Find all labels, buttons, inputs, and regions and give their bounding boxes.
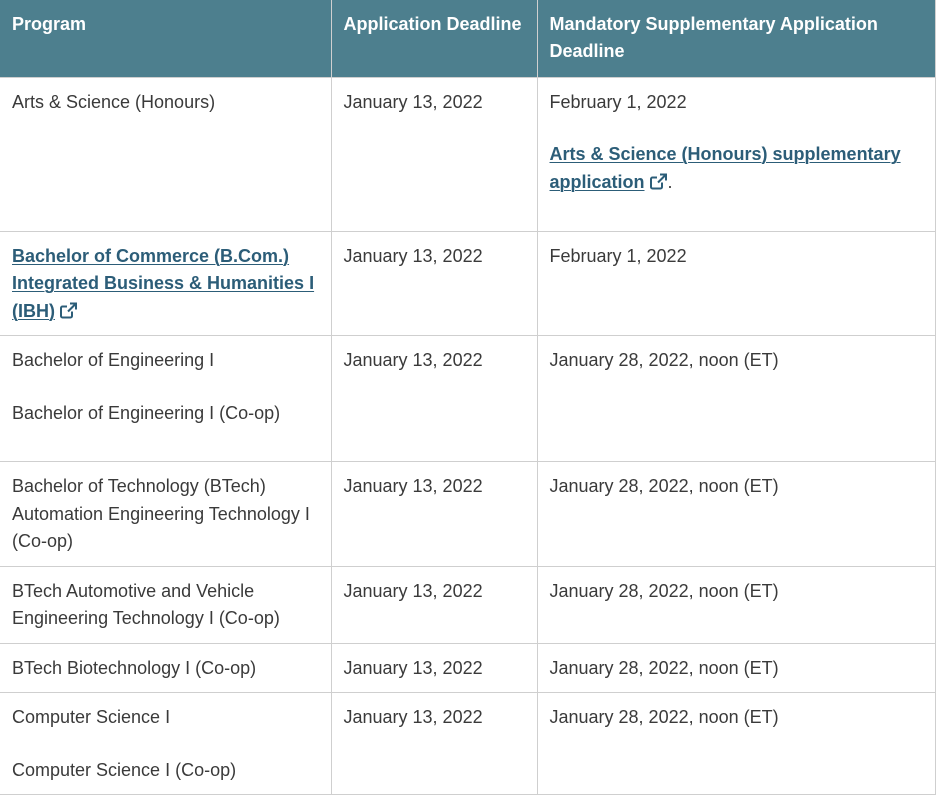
- program-cell: [0, 566, 331, 643]
- supplementary-deadline-cell: January 28, 2022, noon (ET): [537, 462, 935, 567]
- supplementary-deadline-cell: January 28, 2022, noon (ET): [537, 566, 935, 643]
- application-deadline-cell: January 13, 2022: [331, 336, 537, 462]
- program-name: Bachelor of Engineering I (Co-op): [12, 402, 281, 423]
- table-row: [0, 231, 935, 336]
- program-link-bcom-ibh[interactable]: [12, 246, 314, 321]
- program-name: BTech Biotechnology I (Co-op): [12, 657, 257, 678]
- table-row: [0, 77, 935, 231]
- header-application-deadline: Application Deadline: [331, 0, 537, 77]
- program-cell: [0, 336, 331, 462]
- external-link-icon: [59, 302, 78, 319]
- supplementary-deadline-cell: January 28, 2022, noon (ET): [537, 336, 935, 462]
- table-row: [0, 643, 935, 693]
- table-row: [0, 693, 935, 795]
- supplementary-deadline-cell: January 28, 2022, noon (ET): [537, 643, 935, 693]
- program-cell: [0, 462, 331, 567]
- program-cell: [0, 693, 331, 795]
- application-deadline-cell: January 13, 2022: [331, 693, 537, 795]
- program-cell: [0, 77, 331, 231]
- program-link-text: Bachelor of Commerce (B.Com.) Integrated Business & Humanities I (IBH): [12, 245, 315, 321]
- supplementary-link-text: Arts & Science (Honours) supplementary application: [549, 144, 901, 192]
- supplementary-link-line: [550, 141, 923, 196]
- supplementary-deadline-cell: February 1, 2022: [537, 231, 935, 336]
- program-cell: [0, 231, 331, 336]
- application-deadline-cell: January 13, 2022: [331, 77, 537, 231]
- supplementary-deadline-cell: January 28, 2022, noon (ET): [537, 693, 935, 795]
- program-name: BTech Automotive and Vehicle Engineering Technology I (Co-op): [12, 580, 280, 628]
- program-name: Arts & Science (Honours): [12, 91, 216, 112]
- application-deadline-cell: January 13, 2022: [331, 231, 537, 336]
- program-name: Computer Science I: [12, 707, 171, 727]
- program-name: Bachelor of Technology (BTech) Automation Engineering Technology I (Co-op): [12, 476, 310, 551]
- external-link-icon: [649, 173, 668, 190]
- application-deadline-cell: January 13, 2022: [331, 566, 537, 643]
- program-name: Bachelor of Engineering I: [12, 350, 215, 370]
- link-suffix: .: [667, 171, 673, 192]
- supplementary-deadline-cell: [537, 77, 935, 231]
- application-deadline-cell: January 13, 2022: [331, 462, 537, 567]
- program-cell: [0, 643, 331, 693]
- supplementary-deadline: February 1, 2022: [549, 91, 687, 112]
- program-name: Computer Science I (Co-op): [12, 759, 237, 780]
- header-supplementary-deadline: Mandatory Supplementary Application Deadline: [537, 0, 935, 77]
- application-deadline-cell: January 13, 2022: [331, 643, 537, 693]
- table-row: [0, 336, 935, 462]
- table-row: [0, 462, 935, 567]
- table-row: [0, 566, 935, 643]
- supplementary-application-link[interactable]: [550, 144, 901, 192]
- table-header-row: [0, 0, 935, 77]
- header-program: Program: [0, 0, 331, 77]
